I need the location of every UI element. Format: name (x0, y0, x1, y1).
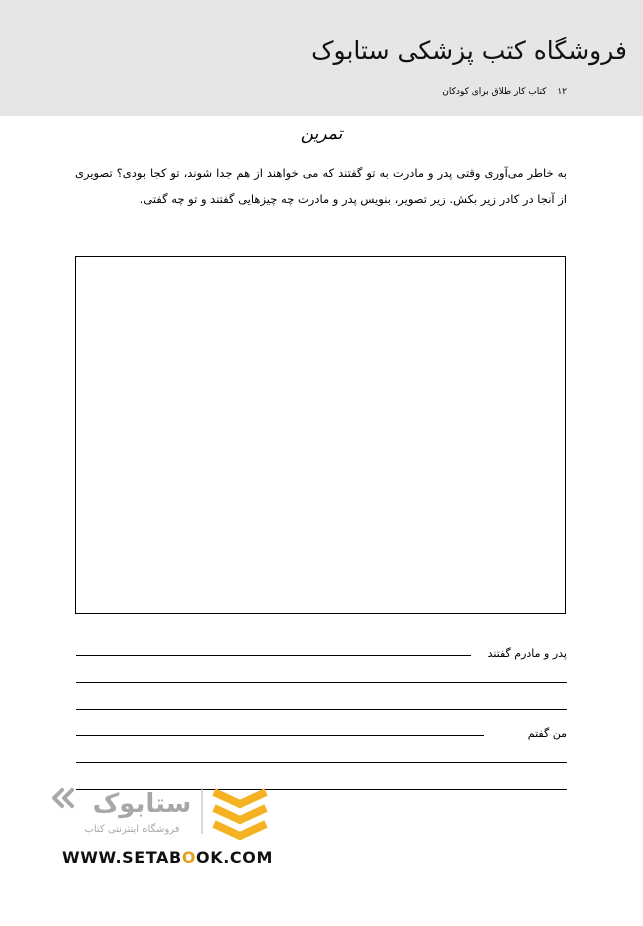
setabook-logo (50, 784, 275, 840)
exercise-instructions: به خاطر می‌آوری وقتی پدر و مادرت به تو گفتند که می خواهند از هم جدا شوند، تو کجا بودی؟ تصویری از آنجا در کادر زیر بکش. زیر تصویر، بنویس پدر و مادرت چه چیزهایی گفتند و تو چه گفتی. (75, 166, 567, 206)
book-stack-icon (214, 792, 266, 836)
answer-line[interactable] (76, 762, 567, 763)
parents-said-rule (76, 655, 471, 656)
website-o: O (181, 848, 197, 867)
i-said-rule (76, 735, 484, 736)
parents-said-label: پدر و مادرم گفتند (484, 647, 567, 660)
answer-line[interactable] (76, 709, 567, 710)
book-title: کتاب کار طلاق برای کودکان (442, 87, 547, 97)
running-head (442, 87, 567, 97)
drawing-frame[interactable] (75, 256, 566, 614)
i-said-label: من گفتم (524, 727, 567, 740)
website-suffix: OK.COM (196, 848, 273, 867)
answer-line[interactable] (76, 682, 567, 683)
logo-wordmark: ستابوک (92, 789, 192, 819)
logo-tagline: فروشگاه اینترنتی کتاب (84, 824, 180, 835)
exercise-title: تمرین (300, 124, 343, 144)
website-url[interactable] (62, 848, 273, 867)
chevrons-icon (54, 790, 72, 806)
website-prefix: WWW.SETAB (62, 848, 182, 867)
page-number: ۱۲ (557, 87, 567, 97)
header-band (0, 0, 643, 116)
store-title: فروشگاه کتب پزشکی ستابوک (311, 36, 627, 65)
